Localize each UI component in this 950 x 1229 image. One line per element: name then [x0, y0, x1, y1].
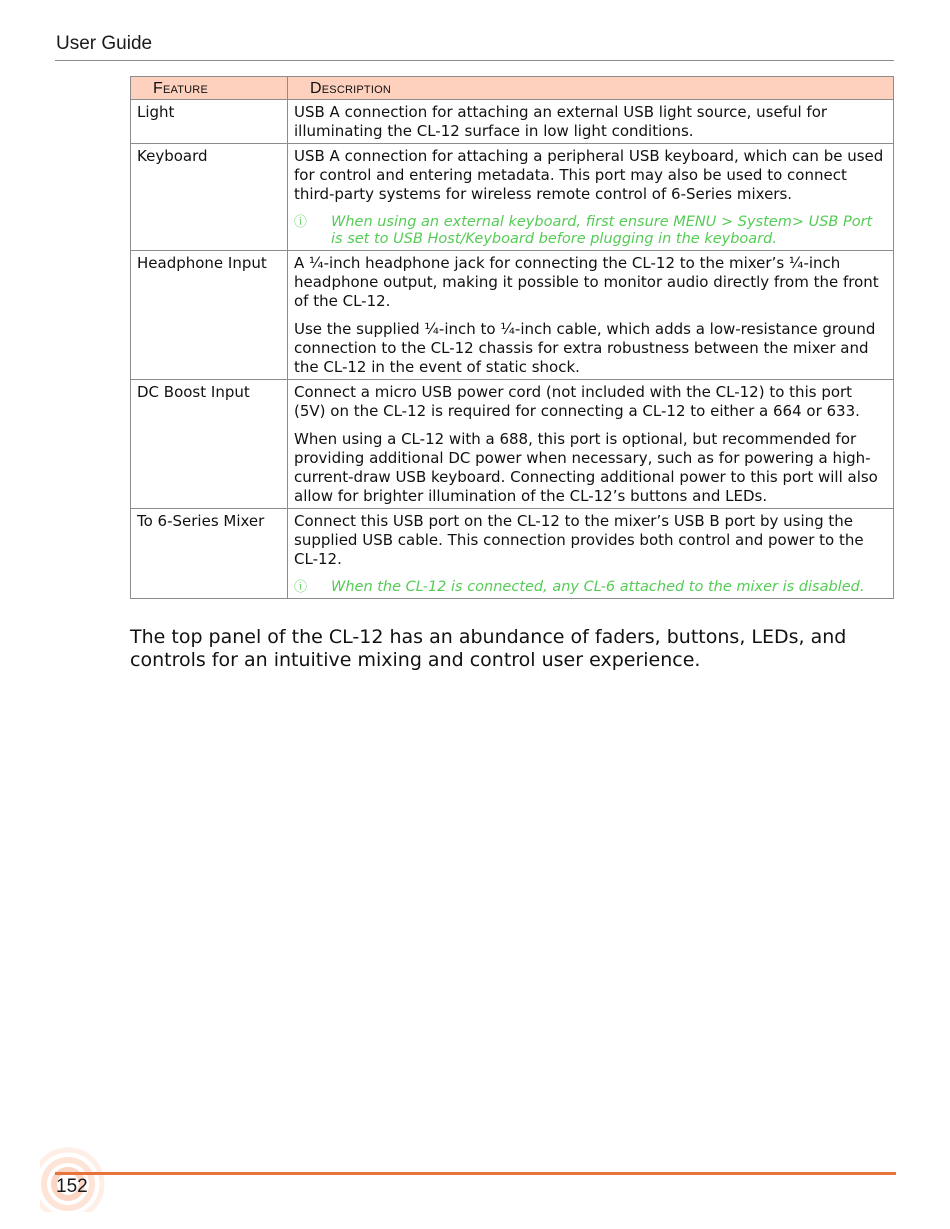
- intro-paragraph: The top panel of the CL-12 has an abundance of faders, buttons, LEDs, and controls for an intuitive mixing and control user experience.: [130, 626, 847, 671]
- info-icon: ⓘ: [294, 580, 308, 595]
- feature-cell: DC Boost Input: [131, 380, 288, 509]
- description-cell: [288, 509, 894, 599]
- page-number: 152: [56, 1176, 88, 1197]
- description-cell: [288, 251, 894, 380]
- description-paragraph: When using a CL-12 with a 688, this port is optional, but recommended for providing additional DC power when necessary, such as for powering a high-current-draw USB keyboard. Connecting additional power to this port will also allow for brighter illumination of the CL-12’s buttons and LEDs.: [294, 430, 878, 505]
- header-title: User Guide: [56, 33, 153, 54]
- table-row: [131, 380, 894, 509]
- column-header-description: Description: [288, 77, 894, 100]
- description-paragraph: USB A connection for attaching a peripheral USB keyboard, which can be used for control and entering metadata. This port may also be used to connect third-party systems for wireless remote control of 6-Series mixers.: [294, 147, 884, 203]
- table-body: [131, 100, 894, 599]
- description-paragraph: Connect this USB port on the CL-12 to the mixer’s USB B port by using the supplied USB cable. This connection provides both control and power to the CL-12.: [294, 512, 864, 568]
- table-row: [131, 100, 894, 144]
- note: [294, 579, 887, 596]
- table-row: [131, 509, 894, 599]
- description-cell: [288, 100, 894, 144]
- note-text: When the CL-12 is connected, any CL-6 attached to the mixer is disabled.: [331, 579, 865, 595]
- info-icon: ⓘ: [294, 215, 308, 230]
- description-paragraph: Connect a micro USB power cord (not included with the CL-12) to this port (5V) on the CL-12 is required for connecting a CL-12 to either a 664 or 633.: [294, 383, 860, 420]
- feature-cell: Keyboard: [131, 144, 288, 251]
- footer-rule: [55, 1172, 896, 1175]
- feature-cell: Headphone Input: [131, 251, 288, 380]
- description-paragraph: A ¼-inch headphone jack for connecting the CL-12 to the mixer’s ¼-inch headphone output, making it possible to monitor audio directly from the front of the CL-12.: [294, 254, 879, 310]
- table-header-row: [131, 77, 894, 100]
- feature-table: [130, 76, 894, 599]
- feature-cell: Light: [131, 100, 288, 144]
- table-row: [131, 144, 894, 251]
- column-header-feature: Feature: [131, 77, 288, 100]
- header-rule: [55, 60, 894, 61]
- description-cell: [288, 380, 894, 509]
- description-paragraph: Use the supplied ¼-inch to ¼-inch cable, which adds a low-resistance ground connection to the CL-12 chassis for extra robustness between the mixer and the CL-12 in the event of static shock.: [294, 320, 876, 376]
- table-row: [131, 251, 894, 380]
- feature-cell: To 6-Series Mixer: [131, 509, 288, 599]
- note: [294, 214, 887, 248]
- description-cell: [288, 144, 894, 251]
- description-paragraph: USB A connection for attaching an external USB light source, useful for illuminating the CL-12 surface in low light conditions.: [294, 103, 828, 140]
- note-text: When using an external keyboard, first ensure MENU > System> USB Port is set to USB Host/Keyboard before plugging in the keyboard.: [331, 214, 873, 247]
